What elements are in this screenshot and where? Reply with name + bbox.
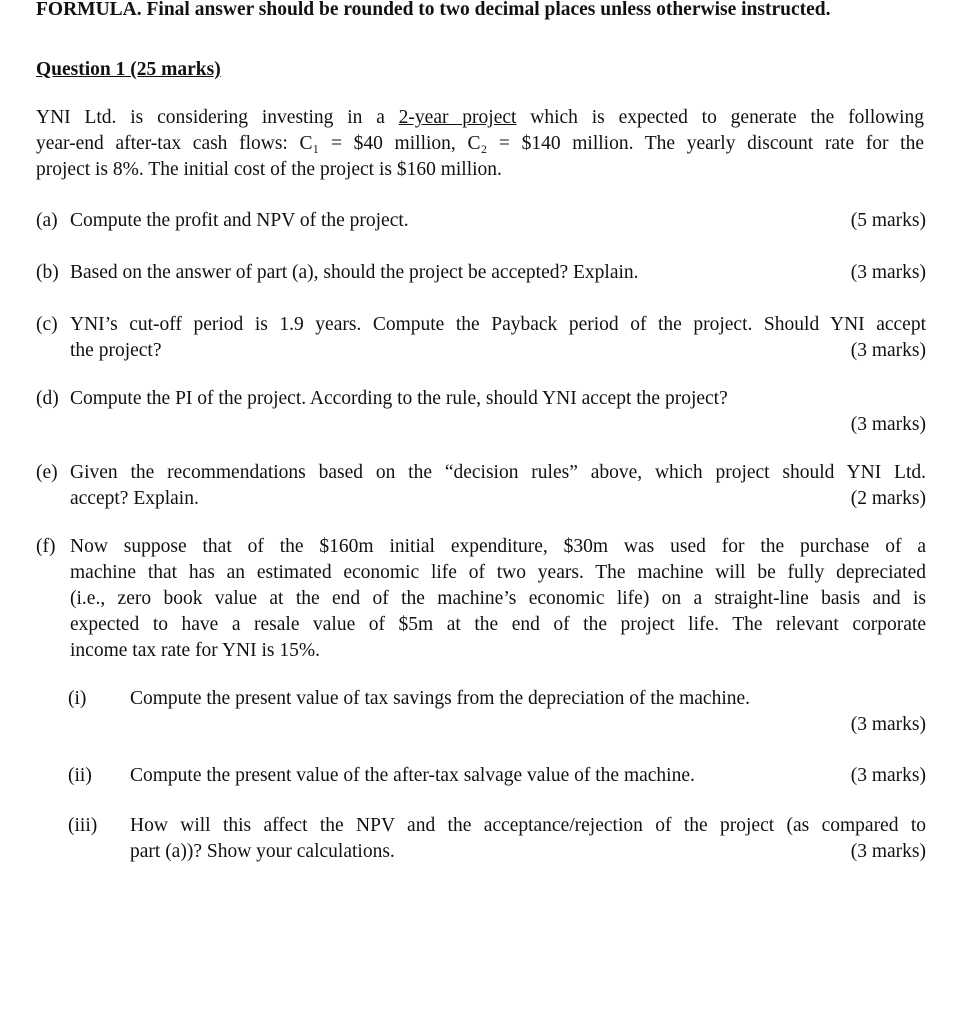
part-text: Given the recommendations based on the “decision rules” above, which project should YNI Ltd. [70,462,926,483]
part-label: (e) [36,462,58,483]
subpart-label: (iii) [68,815,98,836]
part-text-block [70,460,926,512]
subpart-text: Compute the present value of the after-tax salvage value of the machine. [130,765,695,786]
subpart-marks: (3 marks) [850,714,926,735]
part-text: Based on the answer of part (a), should the project be accepted? Explain. [70,262,639,283]
part-text: machine that has an estimated economic life of two years. The machine will be fully depreciated [70,562,926,583]
part-label: (f) [36,536,56,557]
part-text: accept? Explain. [70,488,199,509]
part-label: (c) [36,314,58,335]
subpart-label: (i) [68,688,87,709]
subpart-iii [68,813,926,865]
part-text-block [70,312,926,364]
part-d [36,386,926,438]
instruction-header: FORMULA. Final answer should be rounded to two decimal places unless otherwise instructed. [36,0,831,20]
question-title: Question 1 (25 marks) [36,59,221,80]
part-label: (b) [36,262,59,283]
subpart-ii [68,763,926,789]
underlined-term: 2-year project [398,107,517,128]
part-c [36,312,926,364]
part-text: (i.e., zero book value at the end of the machine’s economic life) on a straight-line basis and is [70,588,926,609]
part-f [36,534,926,664]
part-marks: (3 marks) [850,414,926,435]
subpart-marks: (3 marks) [850,841,926,862]
subpart-text: part (a))? Show your calculations. [130,841,395,862]
part-marks: (5 marks) [850,210,926,231]
subpart-text-block [130,813,926,865]
part-a [36,208,926,234]
subpart-text: Compute the present value of tax savings from the depreciation of the machine. [130,688,751,709]
subpart-text: How will this affect the NPV and the acceptance/rejection of the project (as compared to [130,815,926,836]
part-text: the project? [70,340,162,361]
part-text: YNI’s cut-off period is 1.9 years. Compute the Payback period of the project. Should YNI accept [70,314,926,335]
question-intro [36,105,924,183]
subpart-i [68,686,926,738]
intro-text: YNI Ltd. is considering investing in a [36,107,399,128]
part-text: Now suppose that of the $160m initial expenditure, $30m was used for the purchase of a [70,536,926,557]
part-text: expected to have a resale value of $5m at the end of the project life. The relevant corporate [70,614,926,635]
intro-line-3: project is 8%. The initial cost of the project is $160 million. [36,159,502,180]
intro-text: which is expected to generate the following [516,107,924,128]
intro-line-2: year-end after-tax cash flows: C₁ = $40 million, C₂ = $140 million. The yearly discount rate for the [36,133,924,154]
part-e [36,460,926,512]
part-text-block [70,534,926,664]
part-text: income tax rate for YNI is 15%. [70,640,320,661]
part-marks: (2 marks) [850,488,926,509]
part-text: Compute the PI of the project. According to the rule, should YNI accept the project? [70,388,728,409]
subpart-label: (ii) [68,765,92,786]
part-marks: (3 marks) [850,340,926,361]
part-label: (d) [36,388,59,409]
subpart-marks: (3 marks) [850,765,926,786]
part-marks: (3 marks) [850,262,926,283]
part-b [36,260,926,286]
part-text: Compute the profit and NPV of the project. [70,210,409,231]
part-label: (a) [36,210,58,231]
intro-line-1 [36,105,924,131]
